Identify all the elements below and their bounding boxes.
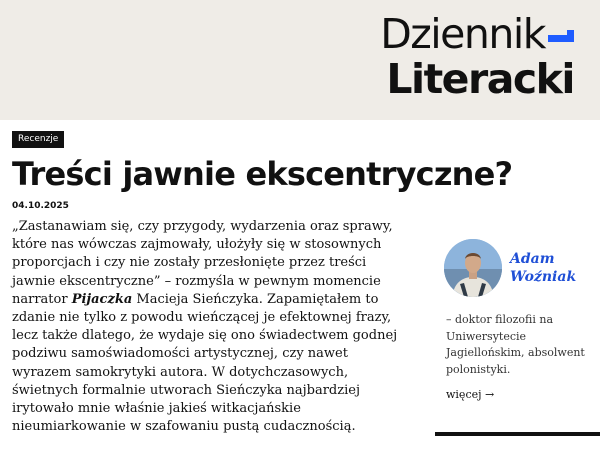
author-name[interactable]: Adam Woźniak xyxy=(510,251,577,285)
article-paragraph: „Zastanawiam się, czy przygody, wydarzenia oraz sprawy, które nas wówczas zajmowały, ułożyły się w stosownych proporcjach i czy nie zostały przesłonięte przez treści jawnie ekscentryczne” – rozmyśla w pewnym momencie narrator Pijaczka Macieja Sieńczyka. Zapamiętałem to zdanie nie tylko z powodu wieńczącej je efektownej frazy, lecz także dlatego, że wydaje się ono świadectwem godnej podziwu samoświadomości artystycznej, czy nawet wyrazem samokrytyki autora. W dotychczasowych, świetnych formalnie utworach Sieńczyka najbardziej irytowało mnie właśnie jakieś witkacjańskie nieumiarkowanie w szafowaniu pustą cudacznością. xyxy=(12,219,398,435)
logo-line-2: Literacki xyxy=(386,55,574,103)
category-tag[interactable]: Recenzje xyxy=(12,131,64,148)
logo-line-1: Dziennik xyxy=(380,12,574,56)
divider-bar xyxy=(435,432,600,436)
author-bio: – doktor filozofii na Uniwersytecie Jagiellońskim, absolwent polonistyki. xyxy=(446,313,585,376)
article-title: Treści jawnie ekscentryczne? xyxy=(12,155,513,193)
article-date: 04.10.2025 xyxy=(12,201,69,211)
logo-accent-icon xyxy=(548,24,574,48)
author-avatar[interactable] xyxy=(444,239,502,297)
site-header xyxy=(0,0,600,120)
article-body xyxy=(12,218,408,436)
book-title: Pijaczka xyxy=(71,291,133,307)
more-link[interactable]: więcej → xyxy=(446,388,495,401)
